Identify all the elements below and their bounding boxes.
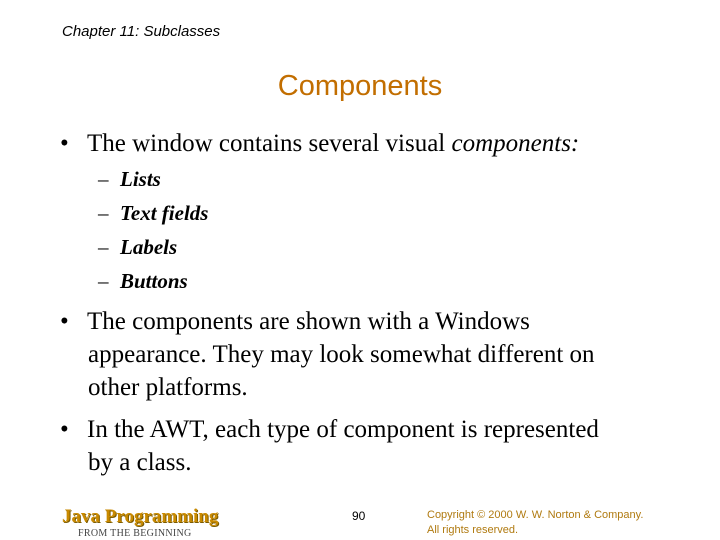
subitem-lists <box>98 167 161 192</box>
copyright-notice <box>427 508 643 538</box>
dash-marker: – <box>98 167 109 191</box>
bullet-marker: • <box>60 416 69 443</box>
copyright-line-1: Copyright © 2000 W. W. Norton & Company. <box>427 509 644 521</box>
dash-marker: – <box>98 235 109 259</box>
subitem-label: Labels <box>120 235 178 259</box>
subitem-label: Buttons <box>120 269 188 293</box>
subitem-label: Lists <box>120 167 161 191</box>
subitem-buttons <box>98 269 188 294</box>
bullet-marker: • <box>60 130 69 157</box>
subitem-labels <box>98 235 177 260</box>
bullet-windows-appearance-line-2: appearance. They may look somewhat different on <box>88 341 595 368</box>
bullet-windows-appearance <box>60 305 530 338</box>
subitem-label: Text fields <box>120 201 209 225</box>
bullet-line: The components are shown with a Windows <box>87 308 530 335</box>
footer-brand-logo: Java Programming <box>62 506 219 527</box>
bullet-text-italic: components: <box>451 130 580 157</box>
slide-title-text: Components <box>277 70 443 102</box>
bullet-awt-class <box>60 413 599 446</box>
slide-title <box>0 70 720 103</box>
page-number: 90 <box>352 509 366 523</box>
bullet-line: In the AWT, each type of component is represented <box>87 416 599 443</box>
bullet-awt-class-line-2: by a class. <box>88 449 192 476</box>
bullet-marker: • <box>60 308 69 335</box>
copyright-line-2: All rights reserved. <box>427 524 519 536</box>
bullet-components-intro <box>60 127 579 160</box>
dash-marker: – <box>98 201 109 225</box>
chapter-header: Chapter 11: Subclasses <box>62 23 221 40</box>
dash-marker: – <box>98 269 109 293</box>
bullet-windows-appearance-line-3: other platforms. <box>88 374 248 401</box>
footer-brand-subtitle: FROM THE BEGINNING <box>78 528 192 539</box>
subitem-text-fields <box>98 201 208 226</box>
bullet-text: The window contains several visual <box>87 130 452 157</box>
